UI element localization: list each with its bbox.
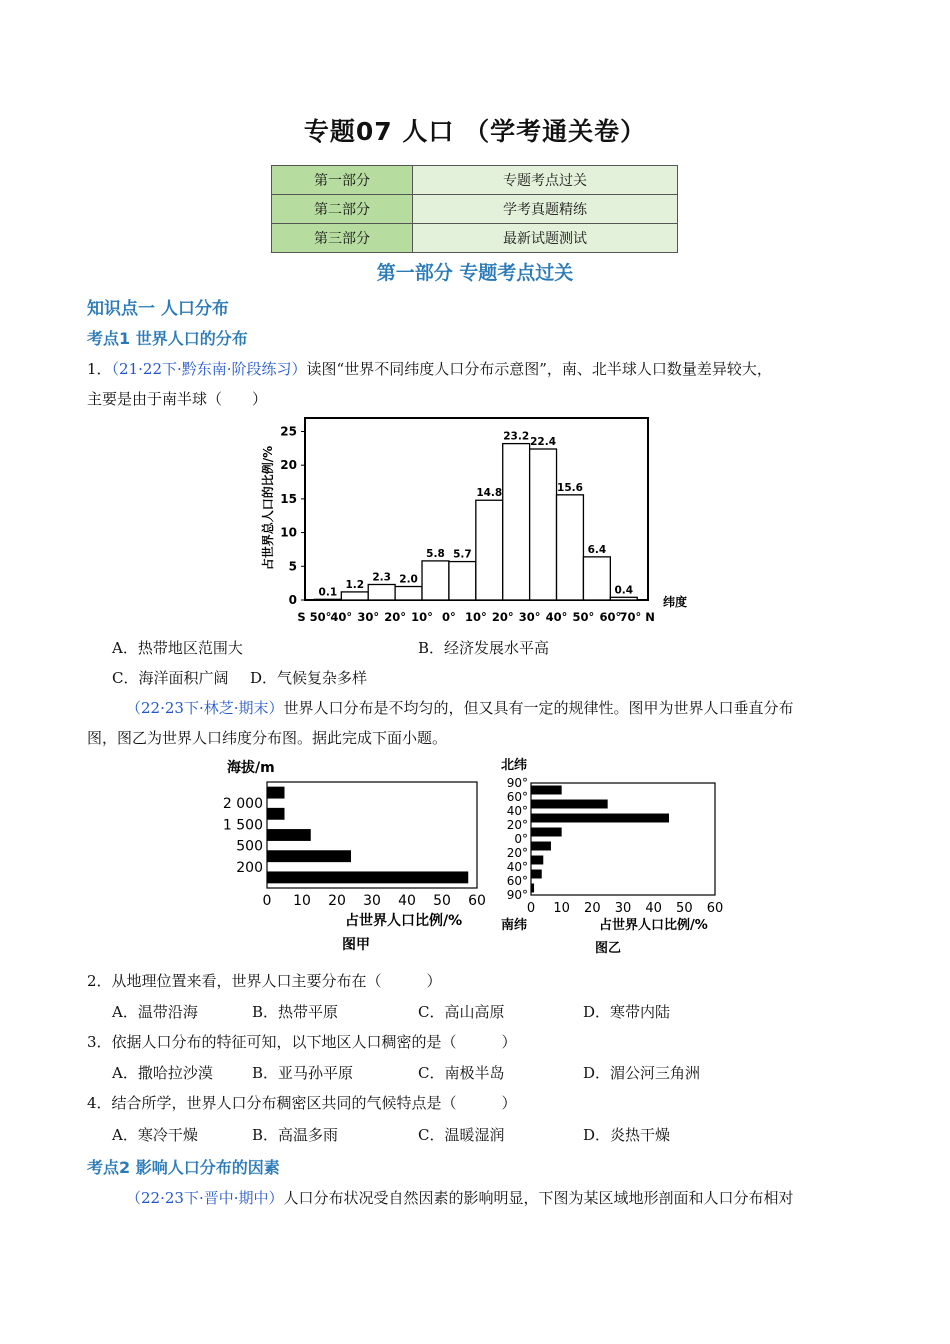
chart-2-group: [223, 759, 486, 953]
intro-source: （22·23下·晋中·期中）: [126, 1189, 284, 1207]
x-tick-label: 50°: [572, 610, 595, 624]
y-tick-label: 90°: [506, 776, 528, 790]
y-axis-bottom-label: 南纬: [501, 918, 528, 933]
x-tick-label: 30: [363, 893, 381, 909]
x-tick-label: 10: [293, 893, 311, 909]
bar: [267, 829, 311, 841]
option-d[interactable]: D．气候复杂多样: [250, 669, 368, 687]
data-label: 0.4: [614, 584, 634, 597]
group-intro-line2: 图，图乙为世界人口纬度分布图。据此完成下面小题。: [87, 729, 448, 747]
section-title: 第一部分 专题考点过关: [376, 262, 574, 284]
bar: [422, 561, 449, 600]
data-label: 14.8: [476, 487, 503, 500]
data-label: 6.4: [587, 543, 607, 556]
x-tick-label: 20: [328, 893, 346, 909]
x-tick-label: 20°: [491, 610, 514, 624]
x-tick-label: 60: [706, 901, 724, 916]
question-1-line1: [87, 359, 772, 379]
part-cell: 第一部分: [272, 166, 413, 195]
data-label: 23.2: [503, 430, 530, 443]
y-tick-label: 200: [236, 859, 263, 876]
part-cell: 第三部分: [272, 224, 413, 253]
bar: [583, 557, 610, 600]
option-c[interactable]: C．海洋面积广阔: [112, 669, 229, 687]
q4-option-a[interactable]: A．寒冷干燥: [112, 1126, 198, 1144]
x-tick-label: 60: [468, 893, 486, 909]
x-tick-label: 0: [526, 901, 536, 916]
parts-table: [271, 165, 678, 253]
bar: [341, 592, 368, 600]
q2-option-d[interactable]: D．寒带内陆: [583, 1003, 671, 1021]
bar: [476, 500, 503, 600]
bar: [610, 597, 637, 600]
part-name-cell: 最新试题测试: [413, 224, 678, 253]
x-tick-label: 10°: [411, 610, 433, 624]
q3-option-b[interactable]: B．亚马孙平原: [252, 1064, 354, 1082]
latitude-population-chart: [250, 410, 700, 628]
x-tick-label: 30: [614, 901, 632, 916]
knowledge-point-heading: 知识点一 人口分布: [87, 299, 229, 319]
x-tick-label: 30°: [357, 610, 380, 624]
question-number: 1．: [87, 360, 112, 378]
q2-option-c[interactable]: C．高山高原: [418, 1003, 505, 1021]
bar: [531, 842, 551, 851]
intro-text: 世界人口分布是不均匀的，但又具有一定的规律性。图甲为世界人口垂直分布: [283, 699, 794, 717]
bar: [503, 444, 530, 600]
x-tick-label: 70° N: [619, 610, 655, 624]
y-tick-label: 15: [280, 491, 297, 506]
question-4-stem: 4．结合所学，世界人口分布稠密区共同的气候特点是（ ）: [87, 1094, 517, 1112]
y-tick-label: 90°: [506, 888, 528, 902]
data-label: 2.0: [399, 573, 418, 586]
x-tick-label: 10: [553, 901, 570, 916]
x-tick-label: 0: [262, 893, 272, 909]
y-axis-label: 海拔/m: [227, 760, 275, 776]
q4-option-d[interactable]: D．炎热干燥: [583, 1126, 671, 1144]
y-tick-label: 0°: [514, 832, 528, 846]
table-row: [272, 166, 678, 195]
question-source: （21·22下·黔东南·阶段练习）: [111, 360, 307, 378]
bar: [531, 856, 543, 865]
q2-option-a[interactable]: A．温带沿海: [112, 1003, 198, 1021]
y-tick-label: 20°: [506, 846, 528, 860]
bar: [557, 495, 584, 600]
y-tick-label: 5: [288, 559, 297, 574]
part-cell: 第二部分: [272, 195, 413, 224]
data-label: 1.2: [345, 578, 365, 591]
question-5-intro: [126, 1188, 794, 1208]
q3-option-d[interactable]: D．湄公河三角洲: [583, 1064, 701, 1082]
y-tick-label: 0: [288, 593, 297, 607]
intro-source: （22·23下·林芝·期末）: [126, 699, 284, 717]
bar: [449, 562, 476, 600]
bar: [531, 800, 608, 809]
x-tick-label: 40°: [545, 610, 568, 624]
y-tick-label: 40°: [506, 804, 528, 818]
data-label: 2.3: [372, 571, 391, 584]
table-row: [272, 224, 678, 253]
x-tick-label: 50: [433, 893, 451, 909]
q4-option-b[interactable]: B．高温多雨: [252, 1126, 339, 1144]
bar: [531, 884, 534, 893]
latitude-distribution-chart: [495, 752, 735, 957]
bar: [531, 814, 669, 823]
group-intro-line1: [126, 698, 794, 718]
test-point-2-heading: 考点2 影响人口分布的因素: [87, 1158, 280, 1177]
bar: [267, 850, 351, 862]
bar: [267, 808, 285, 820]
table-row: [272, 195, 678, 224]
x-axis-label: 占世界人口比例/%: [345, 913, 463, 929]
page-title: 专题07 人口 （学考通关卷）: [303, 117, 647, 146]
y-tick-label: 20°: [506, 818, 528, 832]
question-2-stem: 2．从地理位置来看，世界人口主要分布在（ ）: [87, 972, 442, 990]
bar: [267, 787, 285, 799]
data-label: 15.6: [557, 481, 583, 494]
x-tick-label: 40: [645, 901, 662, 916]
q3-option-c[interactable]: C．南极半岛: [418, 1064, 505, 1082]
data-label: 5.8: [426, 547, 445, 560]
bar: [395, 587, 422, 600]
x-tick-label: 50: [676, 901, 693, 916]
data-label: 0.1: [318, 586, 338, 599]
chart-title: 图甲: [342, 937, 370, 953]
x-tick-label: 20°: [384, 610, 407, 624]
x-tick-label: 30°: [518, 610, 541, 624]
elevation-population-chart: [215, 752, 500, 957]
intro-text: 人口分布状况受自然因素的影响明显，下图为某区域地形剖面和人口分布相对: [283, 1189, 794, 1207]
q4-option-c[interactable]: C．温暖湿润: [418, 1126, 505, 1144]
y-tick-label: 20: [280, 458, 297, 473]
bar: [314, 599, 341, 600]
y-tick-label: 40°: [506, 860, 528, 874]
bar: [531, 786, 562, 795]
question-1-line2: 主要是由于南半球（ ）: [87, 390, 268, 408]
question-text: 读图“世界不同纬度人口分布示意图”，南、北半球人口数量差异较大，: [306, 360, 772, 378]
y-tick-label: 60°: [506, 874, 528, 888]
x-tick-label: 20: [584, 901, 601, 916]
y-tick-label: 10: [280, 525, 297, 540]
part-name-cell: 学考真题精练: [413, 195, 678, 224]
data-label: 22.4: [530, 436, 557, 449]
y-tick-label: 500: [236, 838, 263, 855]
y-tick-label: 1 500: [222, 817, 263, 834]
x-axis-label: 纬度: [662, 595, 688, 609]
x-tick-label: 0°: [442, 610, 456, 624]
chart-title: 图乙: [595, 941, 622, 956]
question-3-stem: 3．依据人口分布的特征可知，以下地区人口稠密的是（ ）: [87, 1033, 517, 1051]
bar: [531, 870, 542, 879]
chart-3-group: [501, 757, 723, 956]
q3-option-a[interactable]: A．撒哈拉沙漠: [112, 1064, 213, 1082]
x-tick-label: 10°: [464, 610, 487, 624]
y-tick-label: 2 000: [222, 796, 263, 813]
x-tick-label: 40°: [330, 610, 353, 624]
x-axis-label: 占世界人口比例/%: [599, 918, 708, 933]
option-a[interactable]: A．热带地区范围大: [112, 639, 243, 657]
chart-1-group: [260, 418, 687, 624]
data-label: 5.7: [453, 548, 472, 561]
part-name-cell: 专题考点过关: [413, 166, 678, 195]
y-axis-label: 占世界总人口的比例/%: [261, 445, 275, 571]
x-tick-label: S 50°: [297, 610, 332, 624]
bar: [267, 871, 468, 883]
x-tick-label: 40: [398, 893, 416, 909]
y-tick-label: 60°: [506, 790, 528, 804]
y-axis-top-label: 北纬: [501, 758, 528, 773]
test-point-heading: 考点1 世界人口的分布: [87, 329, 248, 348]
bar: [368, 584, 395, 600]
x-tick-label: 60°: [599, 610, 622, 624]
option-b[interactable]: B．经济发展水平高: [418, 639, 550, 657]
q2-option-b[interactable]: B．热带平原: [252, 1003, 339, 1021]
bar: [530, 449, 557, 600]
bar: [531, 828, 562, 837]
y-tick-label: 25: [280, 424, 297, 439]
